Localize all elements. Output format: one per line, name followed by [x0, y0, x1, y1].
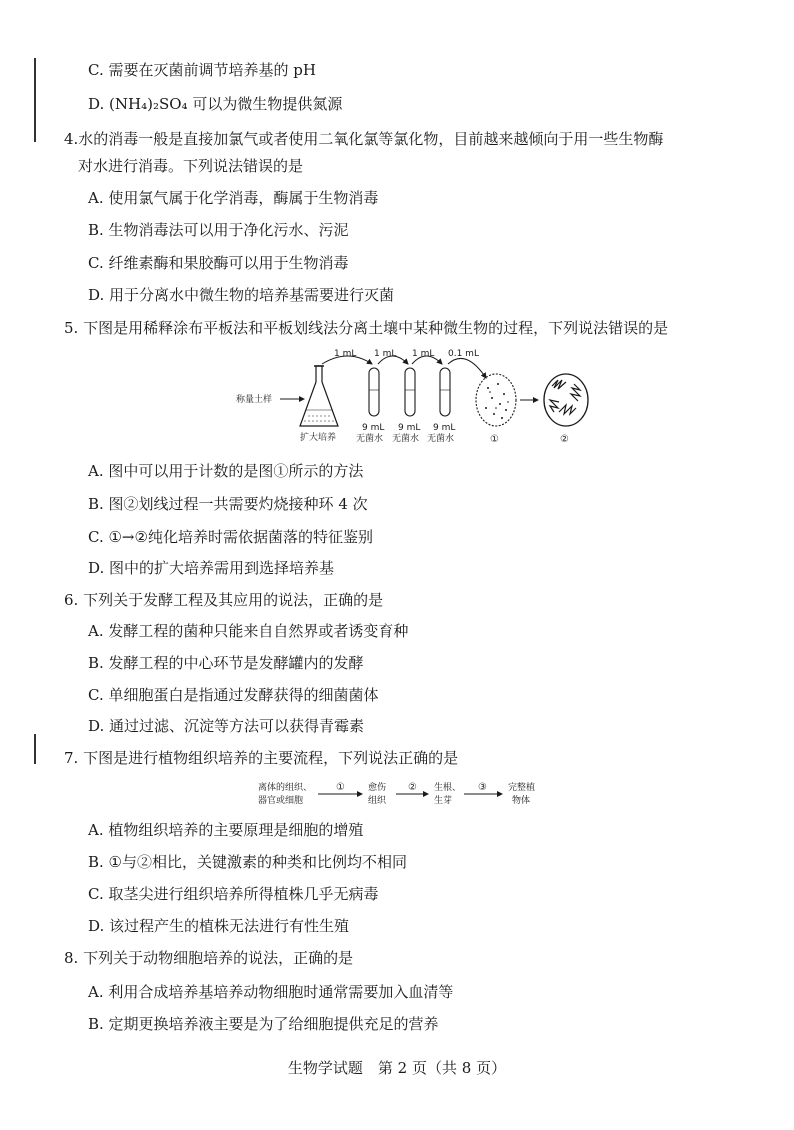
flow-start-2: 器官或细胞: [258, 796, 304, 806]
flow-callus-1: 愈伤: [368, 783, 387, 793]
flow-end-2: 物体: [512, 796, 531, 806]
flow-callus-2: 组织: [368, 796, 387, 806]
q8-option-a: A. 利用合成培养基培养动物细胞时通常需要加入血清等: [88, 983, 454, 1001]
q5-dilution-figure: [230, 344, 630, 452]
streak-lines: [550, 380, 580, 414]
plate-label-1: ①: [490, 434, 499, 445]
q7-option-d: D. 该过程产生的植株无法进行有性生殖: [88, 917, 350, 935]
q3-option-d: D. (NH₄)₂SO₄ 可以为微生物提供氮源: [88, 95, 343, 113]
plate-label-2: ②: [560, 434, 569, 445]
q7-stem: 7. 下图是进行植物组织培养的主要流程，下列说法正确的是: [64, 749, 459, 767]
q5-option-c: C. ①→②纯化培养时需依据菌落的特征鉴别: [88, 528, 373, 546]
transfer-arrow-4: [448, 358, 486, 378]
q7-option-b: B. ①与②相比，关键激素的种类和比例均不相同: [88, 853, 408, 871]
volume-label-2: 1 mL: [374, 349, 397, 359]
colony-dots: [485, 383, 509, 419]
test-tube-3: [440, 368, 450, 416]
q6-option-a: A. 发酵工程的菌种只能来自自然界或者诱变育种: [88, 622, 409, 640]
water-volume-2: 9 mL: [398, 423, 421, 433]
q4-option-a: A. 使用氯气属于化学消毒，酶属于生物消毒: [88, 189, 379, 207]
q7-flow-figure: [258, 776, 578, 816]
q4-stem: 4.水的消毒一般是直接加氯气或者使用二氧化氯等氯化物，目前越来越倾向于用一些生物酶: [64, 130, 664, 148]
q6-stem: 6. 下列关于发酵工程及其应用的说法，正确的是: [64, 591, 384, 609]
water-label-1: 无菌水: [356, 434, 384, 444]
flask-icon: [300, 366, 338, 426]
flow-root-1: 生根、: [434, 783, 462, 793]
q5-stem: 5. 下图是用稀释涂布平板法和平板划线法分离土壤中某种微生物的过程，下列说法错误的是: [64, 319, 669, 337]
q5-option-d: D. 图中的扩大培养需用到选择培养基: [88, 559, 335, 577]
flow-end-1: 完整植: [508, 783, 536, 793]
q4-option-d: D. 用于分离水中微生物的培养基需要进行灭菌: [88, 286, 395, 304]
q7-option-c: C. 取茎尖进行组织培养所得植株几乎无病毒: [88, 885, 379, 903]
margin-mark: [34, 58, 36, 142]
spread-plate: [476, 374, 516, 426]
volume-label-3: 1 mL: [412, 349, 435, 359]
q7-option-a: A. 植物组织培养的主要原理是细胞的增殖: [88, 821, 364, 839]
test-tube-1: [369, 368, 379, 416]
water-label-2: 无菌水: [392, 434, 420, 444]
flow-step-2: ②: [408, 782, 417, 793]
flow-step-1: ①: [336, 782, 345, 793]
q8-option-b: B. 定期更换培养液主要是为了给细胞提供充足的营养: [88, 1015, 439, 1033]
water-volume-3: 9 mL: [433, 423, 456, 433]
test-tube-2: [405, 368, 415, 416]
q6-option-b: B. 发酵工程的中心环节是发酵罐内的发酵: [88, 654, 364, 672]
q8-stem: 8. 下列关于动物细胞培养的说法，正确的是: [64, 949, 354, 967]
margin-mark: [34, 734, 36, 764]
flask-label: 扩大培养: [300, 433, 337, 443]
flow-start-1: 离体的组织、: [258, 783, 313, 793]
q4-option-b: B. 生物消毒法可以用于净化污水、污泥: [88, 221, 349, 239]
volume-label-4: 0.1 mL: [448, 349, 479, 359]
volume-label-1: 1 mL: [334, 349, 357, 359]
flow-step-3: ③: [478, 782, 487, 793]
q4-stem-cont: 对水进行消毒。下列说法错误的是: [78, 157, 304, 175]
water-label-3: 无菌水: [427, 434, 455, 444]
q5-option-a: A. 图中可以用于计数的是图①所示的方法: [88, 462, 364, 480]
soil-label: 称量土样: [236, 395, 273, 405]
q6-option-d: D. 通过过滤、沉淀等方法可以获得青霉素: [88, 717, 365, 735]
q6-option-c: C. 单细胞蛋白是指通过发酵获得的细菌菌体: [88, 686, 379, 704]
q4-option-c: C. 纤维素酶和果胶酶可以用于生物消毒: [88, 254, 349, 272]
page-footer: 生物学试题 第 2 页（共 8 页）: [287, 1059, 507, 1077]
q3-option-c: C. 需要在灭菌前调节培养基的 pH: [88, 61, 316, 79]
q5-option-b: B. 图②划线过程一共需要灼烧接种环 4 次: [88, 495, 368, 513]
flow-root-2: 生芽: [434, 796, 453, 806]
water-volume-1: 9 mL: [362, 423, 385, 433]
